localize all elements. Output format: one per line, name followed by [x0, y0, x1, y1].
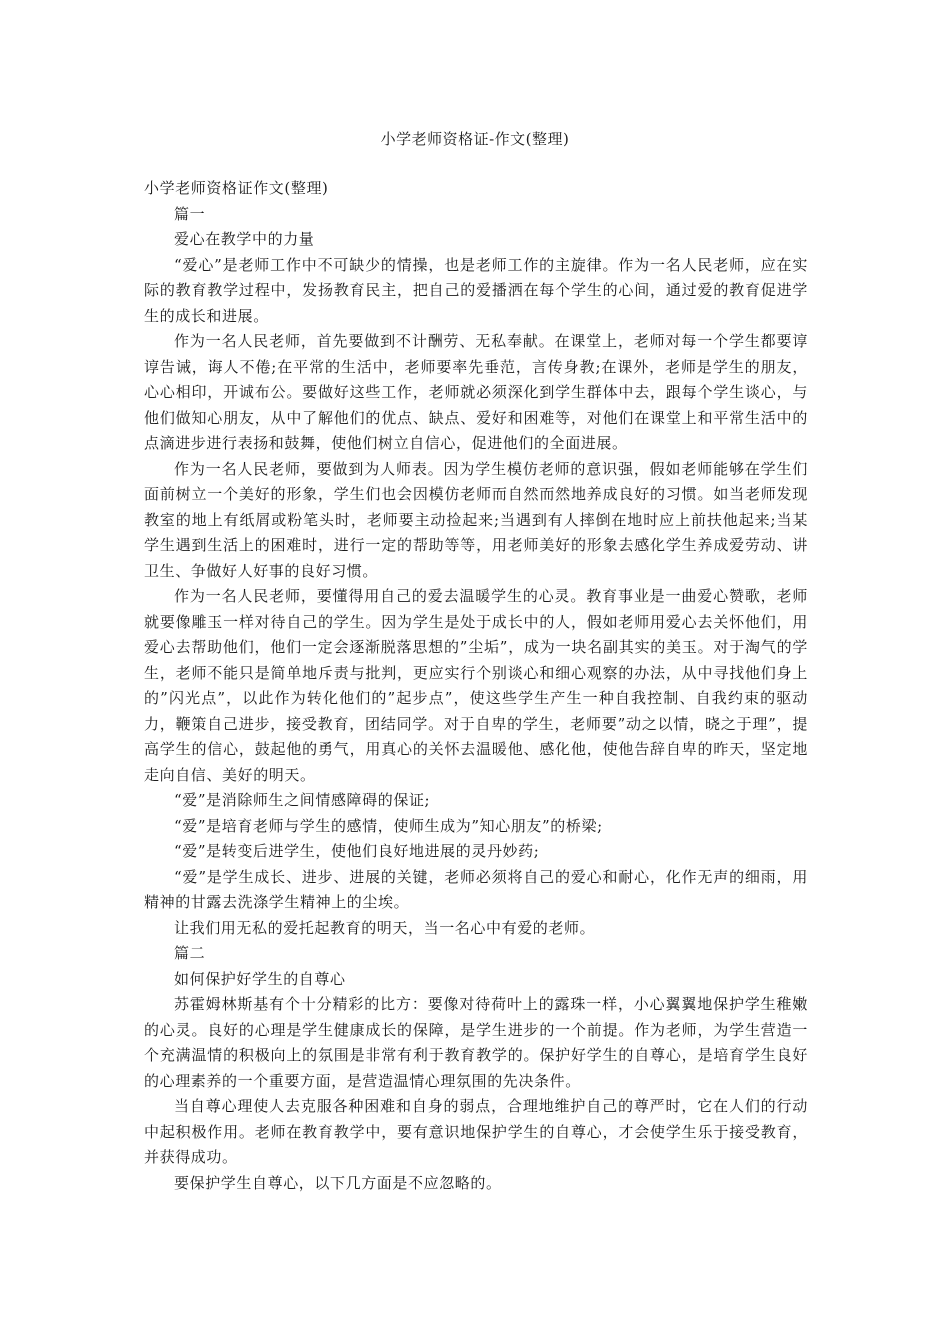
paragraph: 作为一名人民老师，首先要做到不计酬劳、无私奉献。在课堂上，老师对每一个学生都要谆谆告诫，诲人不倦;在平常的生活中，老师要率先垂范，言传身教;在课外，老师是学生的朋友，心心相印，开诚布公。要做好这些工作，老师就必须深化到学生群体中去，跟每个学生谈心，与他们做知心朋友，从中了解他们的优点、缺点、爱好和困难等，对他们在课堂上和平常生活中的点滴进步进行表扬和鼓舞，使他们树立自信心，促进他们的全面进展。 [144, 332, 808, 452]
paragraph: “爱”是培育老师与学生的感情，使师生成为”知心朋友”的桥梁; [174, 816, 603, 835]
document-subtitle: 小学老师资格证作文(整理) [144, 179, 329, 197]
paragraph: 让我们用无私的爱托起教育的明天，当一名心中有爱的老师。 [174, 918, 596, 937]
section-heading-2: 篇二 [174, 944, 206, 962]
document-body [144, 176, 808, 1196]
document-title: 小学老师资格证-作文(整理) [380, 130, 570, 148]
essay-title-1: 爱心在教学中的力量 [174, 230, 315, 248]
paragraph: “爱”是消除师生之间情感障碍的保证; [174, 791, 431, 809]
paragraph: “爱”是转变后进学生，使他们良好地进展的灵丹妙药; [174, 842, 540, 860]
paragraph: “爱心”是老师工作中不可缺少的情操，也是老师工作的主旋律。作为一名人民老师，应在实际的教育教学过程中，发扬教育民主，把自己的爱播洒在每个学生的心间，通过爱的教育促进学生的成长和进展。 [144, 255, 808, 325]
paragraph: 作为一名人民老师，要懂得用自己的爱去温暖学生的心灵。教育事业是一曲爱心赞歌，老师就要像雕玉一样对待自己的学生。因为学生是处于成长中的人，假如老师用爱心去关怀他们，用爱心去帮助他们，他们一定会逐渐脱落思想的”尘垢”，成为一块名副其实的美玉。对于淘气的学生，老师不能只是简单地斥责与批判，更应实行个别谈心和细心观察的办法，从中寻找他们身上的”闪光点”，以此作为转化他们的”起步点”，使这些学生产生一种自我控制、自我约束的驱动力，鞭策自己进步，接受教育，团结同学。对于自卑的学生，老师要”动之以情，晓之于理”，提高学生的信心，鼓起他的勇气，用真心的关怀去温暖他、感化他，使他告辞自卑的昨天，坚定地走向自信、美好的明天。 [144, 587, 808, 784]
essay-title-2: 如何保护好学生的自尊心 [174, 969, 346, 988]
paragraph: 苏霍姆林斯基有个十分精彩的比方：要像对待荷叶上的露珠一样，小心翼翼地保护学生稚嫩的心灵。良好的心理是学生健康成长的保障，是学生进步的一个前提。作为老师，为学生营造一个充满温情的积极向上的氛围是非常有利于教育教学的。保护好学生的自尊心，是培育学生良好的心理素养的一个重要方面，是营造温情心理氛围的先决条件。 [144, 995, 808, 1090]
paragraph: “爱”是学生成长、进步、进展的关键，老师必须将自己的爱心和耐心，化作无声的细雨，用精神的甘露去洗涤学生精神上的尘埃。 [144, 867, 808, 911]
paragraph: 作为一名人民老师，要做到为人师表。因为学生模仿老师的意识强，假如老师能够在学生们面前树立一个美好的形象，学生们也会因模仿老师而自然而然地养成良好的习惯。如当老师发现教室的地上有纸屑或粉笔头时，老师要主动捡起来;当遇到有人摔倒在地时应上前扶他起来;当某学生遇到生活上的困难时，进行一定的帮助等等，用老师美好的形象去感化学生养成爱劳动、讲卫生、争做好人好事的良好习惯。 [144, 459, 808, 580]
paragraph: 要保护学生自尊心，以下几方面是不应忽略的。 [174, 1173, 502, 1192]
paragraph: 当自尊心理使人去克服各种困难和自身的弱点，合理地维护自己的尊严时，它在人们的行动中起积极作用。老师在教育教学中，要有意识地保护学生的自尊心，才会使学生乐于接受教育，并获得成功。 [144, 1097, 808, 1166]
section-heading-1: 篇一 [174, 204, 206, 223]
